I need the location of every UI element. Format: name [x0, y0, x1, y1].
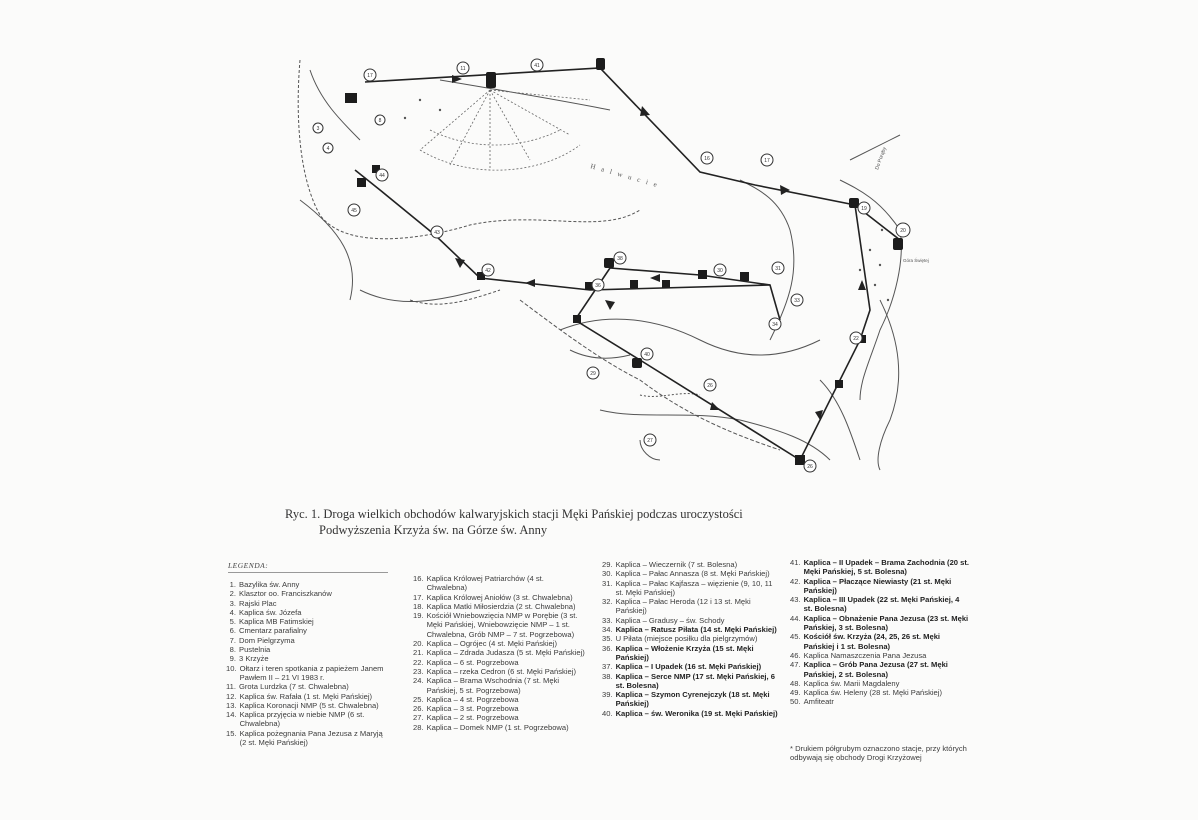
- legend-item-number: 30.: [602, 569, 613, 579]
- legend-item-text: Amfiteatr: [803, 697, 834, 707]
- legend-item: [790, 614, 970, 633]
- legend-item: [790, 595, 970, 614]
- svg-text:8: 8: [378, 118, 382, 124]
- legend-item-number: 39.: [602, 690, 613, 700]
- svg-text:16: 16: [704, 156, 710, 162]
- svg-text:45: 45: [351, 208, 357, 214]
- svg-text:44: 44: [379, 173, 385, 179]
- legend-item-text: Kaplica św. Józefa: [239, 607, 302, 617]
- legend-item: [790, 651, 970, 660]
- svg-text:11: 11: [460, 66, 466, 72]
- legend-item: [602, 634, 780, 643]
- legend-item-text: Kaplica – Włożenie Krzyża (15 st. Męki Pańskiej): [615, 643, 754, 662]
- svg-text:26: 26: [707, 383, 713, 389]
- legend-item-text: Kaplica – 3 st. Pogrzebowa: [426, 704, 519, 714]
- legend-item: [602, 560, 780, 569]
- legend-item: [790, 679, 970, 688]
- legend-item-number: 22.: [413, 657, 424, 667]
- legend-item: [226, 701, 386, 710]
- legend-item-text: Kaplica – II Upadek – Brama Zachodnia (20 st. Męki Pańskiej, 5 st. Bolesna): [803, 558, 969, 577]
- legend-item: [226, 599, 386, 608]
- legend-item-text: Kaplica Namaszczenia Pana Jezusa: [803, 650, 927, 660]
- legend-item: [602, 597, 780, 616]
- legend-item-text: Kaplica – Wieczernik (7 st. Bolesna): [615, 560, 738, 569]
- caption-line-1: Ryc. 1. Droga wielkich obchodów kalwaryjskich stacji Męki Pańskiej podczas uroczystości: [285, 507, 743, 521]
- legend-item-text: Dom Pielgrzyma: [239, 635, 295, 645]
- legend-divider: [228, 572, 388, 573]
- svg-text:17: 17: [764, 158, 770, 164]
- legend-item: [413, 704, 585, 713]
- legend-item-number: 7.: [229, 635, 236, 645]
- legend-item-text: U Piłata (miejsce posiłku dla pielgrzymów): [615, 634, 758, 644]
- legend-item-number: 14.: [226, 710, 237, 720]
- svg-text:17: 17: [367, 73, 373, 79]
- legend-item-text: Kaplica – rzeka Cedron (6 st. Męki Pańskiej): [426, 666, 576, 676]
- legend-item-number: 38.: [602, 671, 613, 681]
- site-label: Góra Świętej: [903, 258, 929, 263]
- legend-item-text: Grota Lurdzka (7 st. Chwalebna): [239, 682, 349, 692]
- legend-item: [226, 608, 386, 617]
- legend-item-number: 47.: [790, 660, 801, 670]
- legend-item: [226, 589, 386, 598]
- legend-item-number: 43.: [790, 595, 801, 605]
- legend-item-number: 44.: [790, 613, 801, 623]
- svg-text:22: 22: [853, 336, 859, 342]
- svg-text:19: 19: [861, 206, 867, 212]
- legend-item-text: Kaplica – Ogrójec (4 st. Męki Pańskiej): [426, 639, 557, 649]
- legend-item: [413, 574, 585, 593]
- legend-item-number: 9.: [229, 654, 236, 664]
- legend-item-number: 33.: [602, 615, 613, 625]
- legend-item-text: Kaplica – Płaczące Niewiasty (21 st. Męki Pańskiej): [803, 576, 952, 595]
- legend-item: [413, 676, 585, 695]
- svg-text:30: 30: [717, 268, 723, 274]
- legend-item: [226, 645, 386, 654]
- legend-item: [226, 636, 386, 645]
- svg-text:29: 29: [590, 371, 596, 377]
- svg-text:41: 41: [534, 63, 540, 69]
- legend-item-text: Kaplica – Pałac Annasza (8 st. Męki Pańskiej): [615, 569, 770, 579]
- legend-item-text: Kaplica – I Upadek (16 st. Męki Pańskiej): [615, 662, 762, 672]
- legend-item: [790, 660, 970, 679]
- legend-item: [790, 577, 970, 596]
- legend-item-number: 31.: [602, 578, 613, 588]
- legend-item-number: 25.: [413, 694, 424, 704]
- legend-item-number: 10.: [226, 663, 237, 673]
- legend-item-text: Kaplica – 6 st. Pogrzebowa: [426, 657, 519, 667]
- legend-item: [602, 709, 780, 718]
- legend-item-text: Rajski Plac: [239, 598, 277, 608]
- legend-item-text: Kaplica św. Rafała (1 st. Męki Pańskiej): [239, 691, 373, 701]
- legend-item-number: 5.: [229, 617, 236, 627]
- legend-item-text: 3 Krzyże: [239, 654, 269, 664]
- legend-item: [226, 682, 386, 691]
- legend-item: [226, 626, 386, 635]
- svg-text:33: 33: [794, 298, 800, 304]
- legend-item-number: 2.: [229, 589, 236, 599]
- legend-item-text: Kaplica – Zdrada Judasza (5 st. Męki Pańskiej): [426, 648, 585, 658]
- legend-item-number: 23.: [413, 666, 424, 676]
- legend-item-number: 12.: [226, 691, 237, 701]
- legend-item-number: 46.: [790, 650, 801, 660]
- legend-item-text: Kaplica – Brama Wschodnia (7 st. Męki Pańskiej, 5 st. Pogrzebowa): [426, 676, 560, 695]
- legend-item-number: 21.: [413, 648, 424, 658]
- legend-item-number: 6.: [229, 626, 236, 636]
- legend-item-number: 45.: [790, 632, 801, 642]
- legend-item-number: 50.: [790, 697, 801, 707]
- svg-text:31: 31: [775, 266, 781, 272]
- legend-item-text: Kaplica – Obnażenie Pana Jezusa (23 st. Męki Pańskiej, 3 st. Bolesna): [803, 613, 969, 633]
- legend-title: LEGENDA:: [228, 561, 269, 570]
- legend-item: [413, 611, 585, 639]
- legend-item-number: 13.: [226, 700, 237, 710]
- legend-item: [602, 644, 780, 663]
- legend-item: [413, 695, 585, 704]
- road-label: Do Porąby: [874, 146, 888, 171]
- legend-item-number: 24.: [413, 676, 424, 686]
- legend-item-number: 34.: [602, 625, 613, 635]
- legend-item-number: 1.: [229, 580, 236, 589]
- legend-item-text: Kaplica – Serce NMP (17 st. Męki Pańskiej, 6 st. Bolesna): [615, 671, 775, 690]
- legend-item: [413, 639, 585, 648]
- svg-text:27: 27: [647, 438, 653, 444]
- legend-item-number: 4.: [229, 607, 236, 617]
- legend-item-number: 20.: [413, 639, 424, 649]
- svg-text:34: 34: [772, 322, 778, 328]
- svg-text:40: 40: [644, 352, 650, 358]
- caption-line-2: Podwyższenia Krzyża św. na Górze św. Anny: [319, 523, 548, 537]
- legend-item-text: Kaplica św. Heleny (28 st. Męki Pańskiej): [803, 688, 942, 698]
- legend-item-text: Kościół Wniebowzięcia NMP w Porębie (3 st. Męki Pańskiej, Wniebowzięcie NMP – 1 st. Chwalebna, Grób NMP – 7 st. Pogrzebowa): [426, 611, 578, 639]
- legend-column-2: [413, 574, 585, 732]
- figure-caption: [285, 506, 805, 538]
- legend-item-text: Kaplica – Pałac Heroda (12 i 13 st. Męki Pańskiej): [615, 597, 751, 616]
- legend-item-number: 16.: [413, 574, 424, 583]
- legend-item-text: Kaplica – św. Weronika (19 st. Męki Pańskiej): [615, 708, 778, 718]
- svg-text:38: 38: [617, 256, 623, 262]
- legend-item-text: Kaplica pożegnania Pana Jezusa z Maryją (2 st. Męki Pańskiej): [239, 728, 383, 748]
- legend-item-number: 28.: [413, 722, 424, 732]
- legend-item-text: Kaplica – Gradusy – św. Schody: [615, 615, 725, 625]
- legend-item-number: 26.: [413, 704, 424, 714]
- legend-item: [602, 579, 780, 598]
- svg-text:3: 3: [316, 126, 320, 132]
- legend-item-number: 8.: [229, 645, 236, 655]
- legend-item-text: Kaplica Matki Miłosierdzia (2 st. Chwalebna): [426, 601, 576, 611]
- legend-item-text: Kaplica – Grób Pana Jezusa (27 st. Męki Pańskiej, 2 st. Bolesna): [803, 660, 948, 679]
- legend-item-text: Klasztor oo. Franciszkanów: [239, 589, 332, 599]
- legend-item-text: Kaplica przyjęcia w niebie NMP (6 st. Chwalebna): [239, 710, 365, 729]
- legend-item: [602, 569, 780, 578]
- legend-item: [226, 617, 386, 626]
- svg-text:20: 20: [900, 228, 906, 234]
- legend-item: [602, 662, 780, 671]
- svg-text:43: 43: [434, 230, 440, 236]
- legend-item: [413, 667, 585, 676]
- legend-item-text: Kaplica Królowej Patriarchów (4 st. Chwalebna): [426, 574, 544, 593]
- legend-item: [790, 697, 970, 706]
- legend-item-number: 48.: [790, 678, 801, 688]
- legend-note: * Drukiem półgrubym oznaczono stacje, przy których odbywają się obchody Drogi Krzyżowej: [790, 744, 967, 763]
- legend-item: [226, 692, 386, 701]
- legend-item-number: 11.: [226, 682, 236, 692]
- legend-item: [790, 558, 970, 577]
- legend-item: [602, 690, 780, 709]
- legend-item-number: 35.: [602, 634, 613, 644]
- terrain-label: Halwucie: [589, 162, 664, 191]
- svg-text:42: 42: [485, 268, 491, 274]
- legend-item: [413, 602, 585, 611]
- legend-item: [790, 632, 970, 651]
- legend-item: [226, 729, 386, 748]
- legend-item: [226, 664, 386, 683]
- legend-item-number: 36.: [602, 643, 613, 653]
- legend-item: [226, 710, 386, 729]
- svg-text:36: 36: [595, 283, 601, 289]
- legend-item: [413, 723, 585, 732]
- legend-item-text: Ołtarz i teren spotkania z papieżem Janem Pawłem II – 21 VI 1983 r.: [239, 663, 384, 682]
- legend-item-number: 37.: [602, 662, 613, 672]
- legend-item-number: 32.: [602, 597, 613, 607]
- legend-item: [602, 672, 780, 691]
- legend-item: [413, 658, 585, 667]
- legend-item-number: 41.: [790, 558, 801, 567]
- legend-item: [413, 593, 585, 602]
- legend-item-text: Kaplica – Domek NMP (1 st. Pogrzebowa): [426, 722, 569, 732]
- legend-column-4: [790, 558, 970, 707]
- legend-item-text: Kaplica – Szymon Cyrenejczyk (18 st. Męki Pańskiej): [615, 690, 770, 709]
- legend-item-text: Cmentarz parafialny: [239, 626, 307, 636]
- legend-item: [790, 688, 970, 697]
- legend-item-number: 42.: [790, 576, 801, 586]
- legend-item: [226, 654, 386, 663]
- legend-item-number: 17.: [413, 592, 424, 602]
- legend-item-number: 18.: [413, 601, 424, 611]
- legend-item-text: Kościół św. Krzyża (24, 25, 26 st. Męki Pańskiej i 1 st. Bolesna): [803, 632, 941, 651]
- svg-text:26: 26: [807, 464, 813, 470]
- legend-item-text: Kaplica św. Marii Magdaleny: [803, 678, 900, 688]
- legend-item: [602, 625, 780, 634]
- legend-item: [413, 648, 585, 657]
- legend-item: [413, 713, 585, 722]
- legend-column-3: [602, 560, 780, 718]
- legend-item-text: Pustelnia: [239, 645, 271, 655]
- legend-item-number: 3.: [229, 598, 236, 608]
- legend-item-text: Kaplica Koronacji NMP (5 st. Chwalebna): [239, 700, 379, 710]
- legend-item-number: 15.: [226, 728, 237, 738]
- legend-item: [602, 616, 780, 625]
- legend-item-text: Kaplica – Pałac Kajfasza – więzienie (9, 10, 11 st. Męki Pańskiej): [615, 578, 773, 597]
- svg-text:4: 4: [326, 146, 330, 152]
- legend-item-text: Bazylika św. Anny: [239, 580, 300, 589]
- legend-item-number: 19.: [413, 611, 424, 621]
- legend-item-text: Kaplica – 2 st. Pogrzebowa: [426, 713, 519, 723]
- legend-item-text: Kaplica – III Upadek (22 st. Męki Pańskiej, 4 st. Bolesna): [803, 595, 960, 614]
- legend-item-number: 40.: [602, 708, 613, 718]
- legend-column-1: [226, 580, 386, 747]
- legend-item-number: 29.: [602, 560, 613, 569]
- legend-item: [226, 580, 386, 589]
- legend-item-text: Kaplica – 4 st. Pogrzebowa: [426, 694, 519, 704]
- legend-item-text: Kaplica Królowej Aniołów (3 st. Chwalebna): [426, 592, 573, 602]
- legend-item-text: Kaplica MB Fatimskiej: [239, 617, 314, 627]
- legend-item-number: 49.: [790, 688, 801, 698]
- legend-item-number: 27.: [413, 713, 424, 723]
- legend-item-text: Kaplica – Ratusz Piłata (14 st. Męki Pańskiej): [615, 625, 777, 635]
